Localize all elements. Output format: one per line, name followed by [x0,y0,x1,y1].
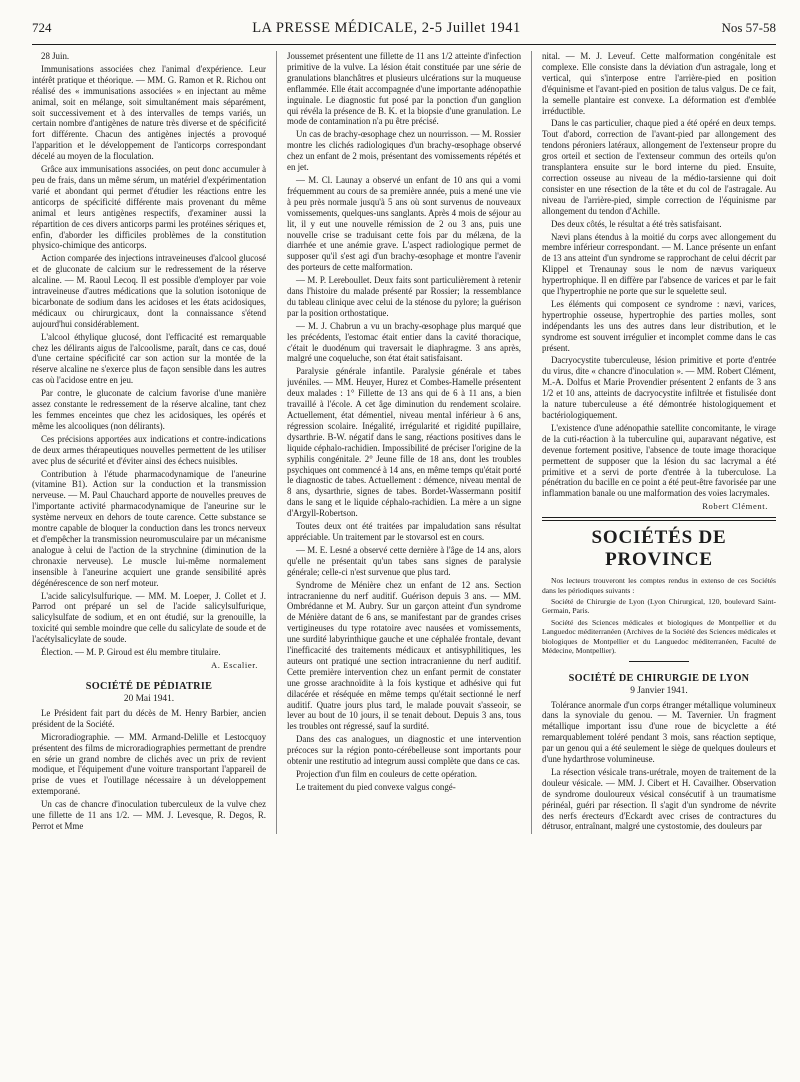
paragraph: nital. — M. J. Leveuf. Cette malformation congénitale est complexe. Elle consiste dans la déviation d'un astragale, long et vertical, qui s'interpose entre l'arrière-pied en position d'équinisme et l'avant-pied en position de talus valgus. De ce fait, la semelle plantaire est convexe. La déformation est d'emblée irréductible. [542,51,777,116]
intro-item: Société des Sciences médicales et biologiques de Montpellier et du Languedoc méditerranéen (Archives de la Société des Sciences médicales et biologiques de Montpellier et du Languedoc méditerranéen, Faculté de Médecine, Montpellier). [542,617,777,656]
section-heading: SOCIÉTÉ DE CHIRURGIE DE LYON [568,672,750,684]
paragraph: Grâce aux immunisations associées, on peut donc accumuler à peu de frais, dans un même sérum, un matériel d'expérimentation varié et abondant qui permet d'étudier les réactions entre les anticorps de spécificité différente mais provenant du même animal et leurs antigènes respectifs, d'examiner aussi la répartition de ces divers anticorps parmi les protéines sériques et, enfin, d'aborder les difficiles problèmes de la constitution physico-chimique des anticorps. [32,164,267,251]
paragraph: L'acide salicylsulfurique. — MM. M. Loeper, J. Collet et J. Parrod ont préparé un sel de l'acide salicylsulfurique, salicylsulfate de sodium, et en ont étudié, sur la grenouille, la toxicité qui semble moindre que celle du salicylate de soude et de l'acétylsalicylate de soude. [32,590,267,645]
column-divider [276,51,277,834]
column-right [542,51,776,834]
running-header [32,20,776,40]
paragraph: Paralysie générale infantile. Paralysie générale et tabes juvéniles. — MM. Heuyer, Hurez et Combes-Hamelle présentent deux malades : 1° Fillette de 13 ans qui de 6 à 11 ans, a bien travaillé à l'école. A cet âge diminution du rendement scolaire. Actuellement, état démentiel, niveau mental inférieur à 6 ans, régression scolaire. Inégalité, irrégularité et rigidité pupillaire, dysarthrie. B-W. négatif dans le sang, réactions positives dans le liquide céphalo-rachidien. Impossibilité de préciser l'origine de la syphilis congénitale. 2° Jeune fille de 18 ans, dont les troubles psychiques ont commencé à 14 ans, en même temps qu'était porté le diagnostic de tabes. Actuellement : démence, niveau mental de 8 ans, dysarthrie, signes de tabes. Bordet-Wassermann positif dans le sang et le liquide céphalo-rachidien. La mère a un signe d'Argyll-Robertson. [287,366,522,519]
paragraph: Élection. — M. P. Giroud est élu membre titulaire. [41,647,221,658]
signature: A. Escalier. [210,659,259,670]
column-middle [287,51,521,834]
page-number: 724 [32,20,52,35]
paragraph: Action comparée des injections intraveineuses d'alcool glucosé et de gluconate de calcium sur le redressement de la réserve alcaline. — M. Raoul Lecoq. Il est possible d'employer par voie intraveineuse d'autres médications que la solution isotonique de bicarbonate de sodium dans les acidoses et les états acidosiques, médicaux ou chirurgicaux, dont la connaissance s'étend aujourd'hui considérablement. [32,253,267,329]
column-left [32,51,266,834]
paragraph: Un cas de chancre d'inoculation tuberculeux de la vulve chez une fillette de 11 ans 1/2. — MM. J. Levesque, R. Degos, R. Perrot et Mme [32,799,267,831]
paragraph: — M. Cl. Launay a observé un enfant de 10 ans qui a vomi fréquemment au cours de sa première année, puis a mené une vie à peu près normale jusqu'à 5 ans où sont survenus de nouveaux vomissements, quelques-uns sanglants. Après 4 mois de séjour au lit, il y eut une nouvelle rémission de 2 ou 3 ans, puis une nouvelle crise se traduisant cette fois par du mélæna, de la diarrhée et une anémie grave. L'aspect radiologique permet de supposer qu'il s'est agi d'un brachy-œsophage et montre l'avenir des porteurs de cette malformation. [287,174,522,273]
provinces-intro [542,576,776,655]
paragraph: Contribution à l'étude pharmacodynamique de l'aneurine (vitamine B1). Action sur la conduction et la transmission nerveuse. — M. Paul Chauchard apporte de nouvelles preuves de l'importante activité pharmacodynamique de l'aneurine sur le système nerveux en dehors de toute carence. Cette substance se montre capable de bloquer la conduction dans les troncs nerveux et d'empêcher la transmission neuromusculaire par un mécanisme analogue à celui de l'action de la strychnine (diminution de la chronaxie nerveuse). Le muscle lui-même normalement insensible à l'aneurine acquiert une grande sensibilité après dégénérescence de son nerf moteur. [32,468,267,588]
section-date: 9 Janvier 1941. [630,685,688,696]
paragraph: Toutes deux ont été traitées par impaludation sans résultat appréciable. Un traitement par le stovarsol est en cours. [287,521,522,542]
paragraph: Syndrome de Ménière chez un enfant de 12 ans. Section intracranienne du nerf auditif. Guérison depuis 3 ans. — MM. Ombrédanne et M. Aubry. Sur un garçon atteint d'un syndrome de Ménière datant de 6 ans, se manifestant par de grandes crises vertigineuses du type rotatoire avec nausées et vomissements, une surdité labyrinthique gauche et une céphalée frontale, devant l'inefficacité des traitements médicaux et antisyphilitiques, les auteurs ont pratiqué une section intracranienne du nerf auditif. Cette première intervention chez un enfant permit de constater une grosse arachnoïdite à la fois kystique et adhésive qui fut dilacérée et réséquée en même temps qu'était sectionné le nerf auditif. Quatre jours plus tard, le malade pouvait s'asseoir, se lever au bout de 10 jours, il se tenait debout. Depuis 3 ans, tous les troubles ont régressé, sauf la surdité. [287,579,522,732]
section-date: 20 Mai 1941. [123,693,175,704]
paragraph: Immunisations associées chez l'animal d'expérience. Leur intérêt pratique et théorique. — MM. G. Ramon et R. Richou ont réalisé des « immunisations associées » en injectant au même animal, soit en mélange, soit simultanément mais séparément, soit successivement et à des intervalles de temps variés, un certain nombre d'antigènes de nature très diverse et de spécificité fort différente. Chacun des antigènes injectés a provoqué l'apparition et le développement de l'anticorps correspondant décelé au moyen de la floculation. [32,63,267,162]
paragraph: — M. P. Lereboullet. Deux faits sont particulièrement à retenir dans l'histoire du malade présenté par Rossier; la ressemblance du tableau clinique avec celui de la sténose du pylore; la guérison par la position orthostatique. [287,275,522,318]
session-date: 28 Juin. [41,51,70,61]
columns [32,51,776,834]
paragraph: L'existence d'une adénopathie satellite concomitante, le virage de la cuti-réaction à la tuberculine qui, auparavant négative, est devenue fortement positive, l'absence de toute image thoracique permettent de supposer que la lésion du sac lacrymal a été primitive et a servi de porte d'entrée à la tuberculose. La pénétration du bacille en ce point a été peut-être favorisée par une inflammation banale ou une malformation des voies lacrymales. [542,422,777,499]
main-section-heading: SOCIÉTÉS DE PROVINCE [591,527,727,571]
paragraph: Un cas de brachy-œsophage chez un nourrisson. — M. Rossier montre les clichés radiologiques d'un brachy-œsophage observé chez un enfant de 2 mois, présentant des vomissements répétés et en jet. [287,129,522,173]
paragraph: Microradiographie. — MM. Armand-Delille et Lestocquoy présentent des films de microradiographies permettant de prendre en série un grand nombre de clichés avec un prix de revient modique, et l'équipement d'une voiture transportant l'appareil de prise de vues et l'outillage nécessaire à un développement extemporané. [32,731,267,797]
paragraph: L'alcool éthylique glucosé, dont l'efficacité est remarquable chez les délirants aigus de l'alcoolisme, paraît, dans ce cas, doué d'une certaine spécificité car son action sur la montée de la réserve alcaline ne s'exerce plus de façon sensible dans les autres cas où l'acidose entre en jeu. [32,331,267,386]
paragraph: Dacryocystite tuberculeuse, lésion primitive et porte d'entrée du virus, dite « chancre d'inoculation ». — MM. Robert Clément, M.-A. Dolfus et Marie Provendier présentent 2 enfants de 3 ans 1/2 et 10 ans, atteints de dacryocystite infiltrée et fistulisée dont la nature tuberculeuse a été démontrée histologiquement et bactériologiquement. [542,355,777,420]
paragraph: Les éléments qui composent ce syndrome : nævi, varices, hypertrophie osseuse, hypertrophie des parties molles, sont indépendants les uns des autres dans leur distribution, et le syndrome est souvent irrégulier et incomplet comme dans le cas présent. [542,298,777,353]
paragraph: Projection d'un film en couleurs de cette opération. [296,769,478,779]
paragraph: Le traitement du pied convexe valgus congé- [296,781,456,792]
intro-note: Nos lecteurs trouveront les comptes rendus in extenso de ces Sociétés dans les périodiques suivants : [542,576,777,595]
paragraph: Ces précisions apportées aux indications et contre-indications de deux armes thérapeutiques nouvelles permettent de les utiliser avec plus de sécurité et d'éviter ainsi des échecs nuisibles. [32,433,267,466]
paragraph: Dans le cas particulier, chaque pied a été opéré en deux temps. Tout d'abord, correction de l'avant-pied par allongement des tendons péroniers latéraux, allongement de l'extenseur propre du gros orteil et section de l'extenseur commun des orteils qu'on transplantera ensuite sur le bord interne du pied. Ensuite, correction osseuse au niveau de la médio-tarsienne qui doit consister en une résection de la tête et du col de l'astragale. Au niveau de l'arrière-pied, simple correction de l'équinisme par allongement du tendon d'Achille. [542,118,777,216]
paragraph: Nævi plans étendus à la moitié du corps avec allongement du membre inférieur correspondant. — M. Lance présente un enfant de 13 ans atteint d'un syndrome se rapprochant de celui décrit par Klippel et Trenaunay sous le nom de nævus variqueux hypertrophique. Il en diffère par l'absence de varices et par le fait que l'hypertrophie ne porte que sur le squelette seul. [542,231,777,297]
paragraph: Dans des cas analogues, un diagnostic et une intervention précoces sur la région ponto-cérébelleuse sont importants pour obtenir une restitutio ad integrum aussi complète que dans ce cas. [287,734,522,767]
section-heading: SOCIÉTÉ DE PÉDIATRIE [85,680,213,692]
section-rule [542,517,776,521]
column-divider [531,51,532,834]
paragraph: — M. E. Lesné a observé cette dernière à l'âge de 14 ans, alors qu'elle ne présentait qu'un tabes sans signes de paralysie générale; celle-ci n'est survenue que plus tard. [287,544,522,577]
paragraph: — M. J. Chabrun a vu un brachy-œsophage plus marqué que les précédents, l'estomac était entier dans la cavité thoracique, c'était le duodénum qui traversait le diaphragme. 3 ans après, malgré une coqueluche, son état était satisfaisant. [287,320,522,364]
intro-item: Société de Chirurgie de Lyon (Lyon Chirurgical, 120, boulevard Saint-Germain, Paris. [542,597,777,616]
paragraph: Joussemet présentent une fillette de 11 ans 1/2 atteinte d'infection primitive de la vulve. La lésion était constituée par une série de granulations blanchâtres et plusieurs ulcérations sur la muqueuse enflammée. Elle était accompagnée d'une importante adénopathie inguinale. Le diagnostic fut posé par la ponction d'un ganglion qui révéla la présence de B. K. et la biopsie d'une granulation. Le mode de contamination n'a pu être précisé. [287,51,522,127]
divider [629,661,689,662]
header-rule [32,44,776,45]
paragraph: La résection vésicale trans-urétrale, moyen de traitement de la douleur vésicale. — MM. J. Cibert et H. Cavailher. Observation de syndrome douloureux vésical consécutif à un traumatisme périnéal, guéri par résection. Il s'agit d'un syndrome de névrite des nerfs érecteurs d'Eckardt avec crises de contractures du détrusor, entraînant, malgré une cystostomie, des douleurs par [542,766,777,832]
paragraph: Par contre, le gluconate de calcium favorise d'une manière assez constante le redressement de la réserve alcaline, tant chez les femmes enceintes que chez les acidosiques, les opérés et même les alcooliques (non délirants). [32,388,267,431]
journal-title: LA PRESSE MÉDICALE, 2-5 Juillet 1941 [252,20,521,36]
issue-number: Nos 57-58 [721,20,776,35]
paragraph: Des deux côtés, le résultat a été très satisfaisant. [551,218,722,229]
signature: Robert Clément. [702,501,769,512]
paragraph: Le Président fait part du décès de M. Henry Barbier, ancien président de la Société. [32,707,267,729]
paragraph: Tolérance anormale d'un corps étranger métallique volumineux dans la synoviale du genou. — M. Tavernier. Un fragment métallique important issu d'une roue de bicyclette a été remarquablement toléré pendant 3 mois, sans réaction septique, par un genou qui a été seulement le siège de quelques douleurs et d'une hydarthrose volumineuse. [542,699,777,765]
